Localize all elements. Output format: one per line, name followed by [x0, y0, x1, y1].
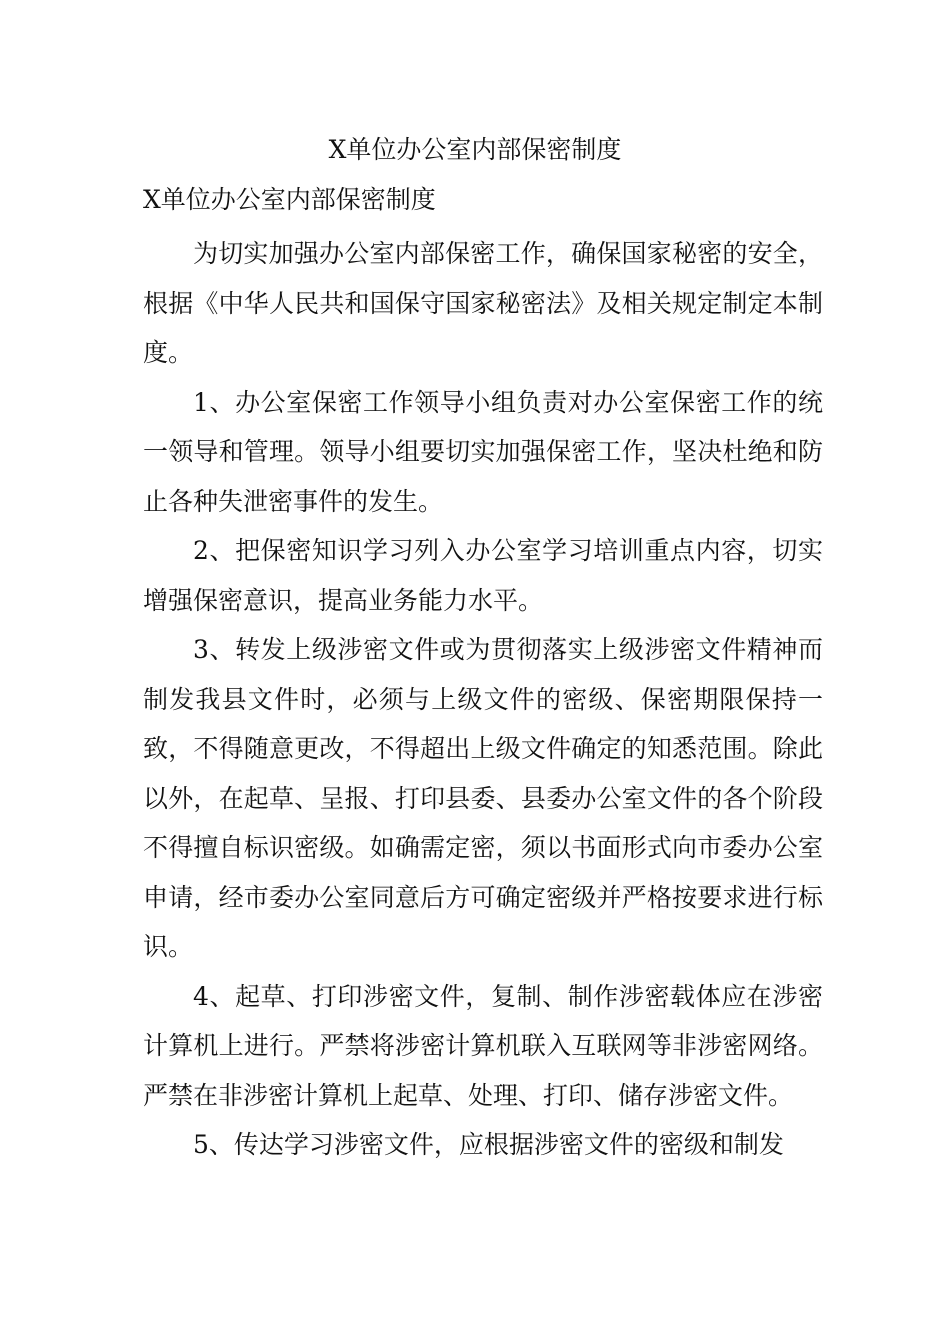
paragraph-2: 2、把保密知识学习列入办公室学习培训重点内容，切实增强保密意识，提高业务能力水平。 [143, 536, 823, 615]
paragraph-1: 1、办公室保密工作领导小组负责对办公室保密工作的统一领导和管理。领导小组要切实加强保密工作，坚决杜绝和防止各种失泄密事件的发生。 [143, 387, 823, 516]
paragraph-4: 4、起草、打印涉密文件，复制、制作涉密载体应在涉密计算机上进行。严禁将涉密计算机联入互联网等非涉密网络。严禁在非涉密计算机上起草、处理、打印、储存涉密文件。 [143, 981, 823, 1110]
document-subtitle: X单位办公室内部保密制度 [143, 185, 436, 214]
document-title: X单位办公室内部保密制度 [328, 135, 622, 164]
paragraph-intro: 为切实加强办公室内部保密工作，确保国家秘密的安全，根据《中华人民共和国保守国家秘密法》及相关规定制定本制度。 [143, 239, 823, 367]
paragraph-5: 5、传达学习涉密文件，应根据涉密文件的密级和制发 [193, 1130, 784, 1159]
document-body [143, 229, 823, 1170]
paragraph-3: 3、转发上级涉密文件或为贯彻落实上级涉密文件精神而制发我县文件时，必须与上级文件的密级、保密期限保持一致，不得随意更改，不得超出上级文件确定的知悉范围。除此以外，在起草、呈报、打印县委、县委办公室文件的各个阶段不得擅自标识密级。如确需定密，须以书面形式向市委办公室申请，经市委办公室同意后方可确定密级并严格按要求进行标识。 [143, 635, 823, 961]
